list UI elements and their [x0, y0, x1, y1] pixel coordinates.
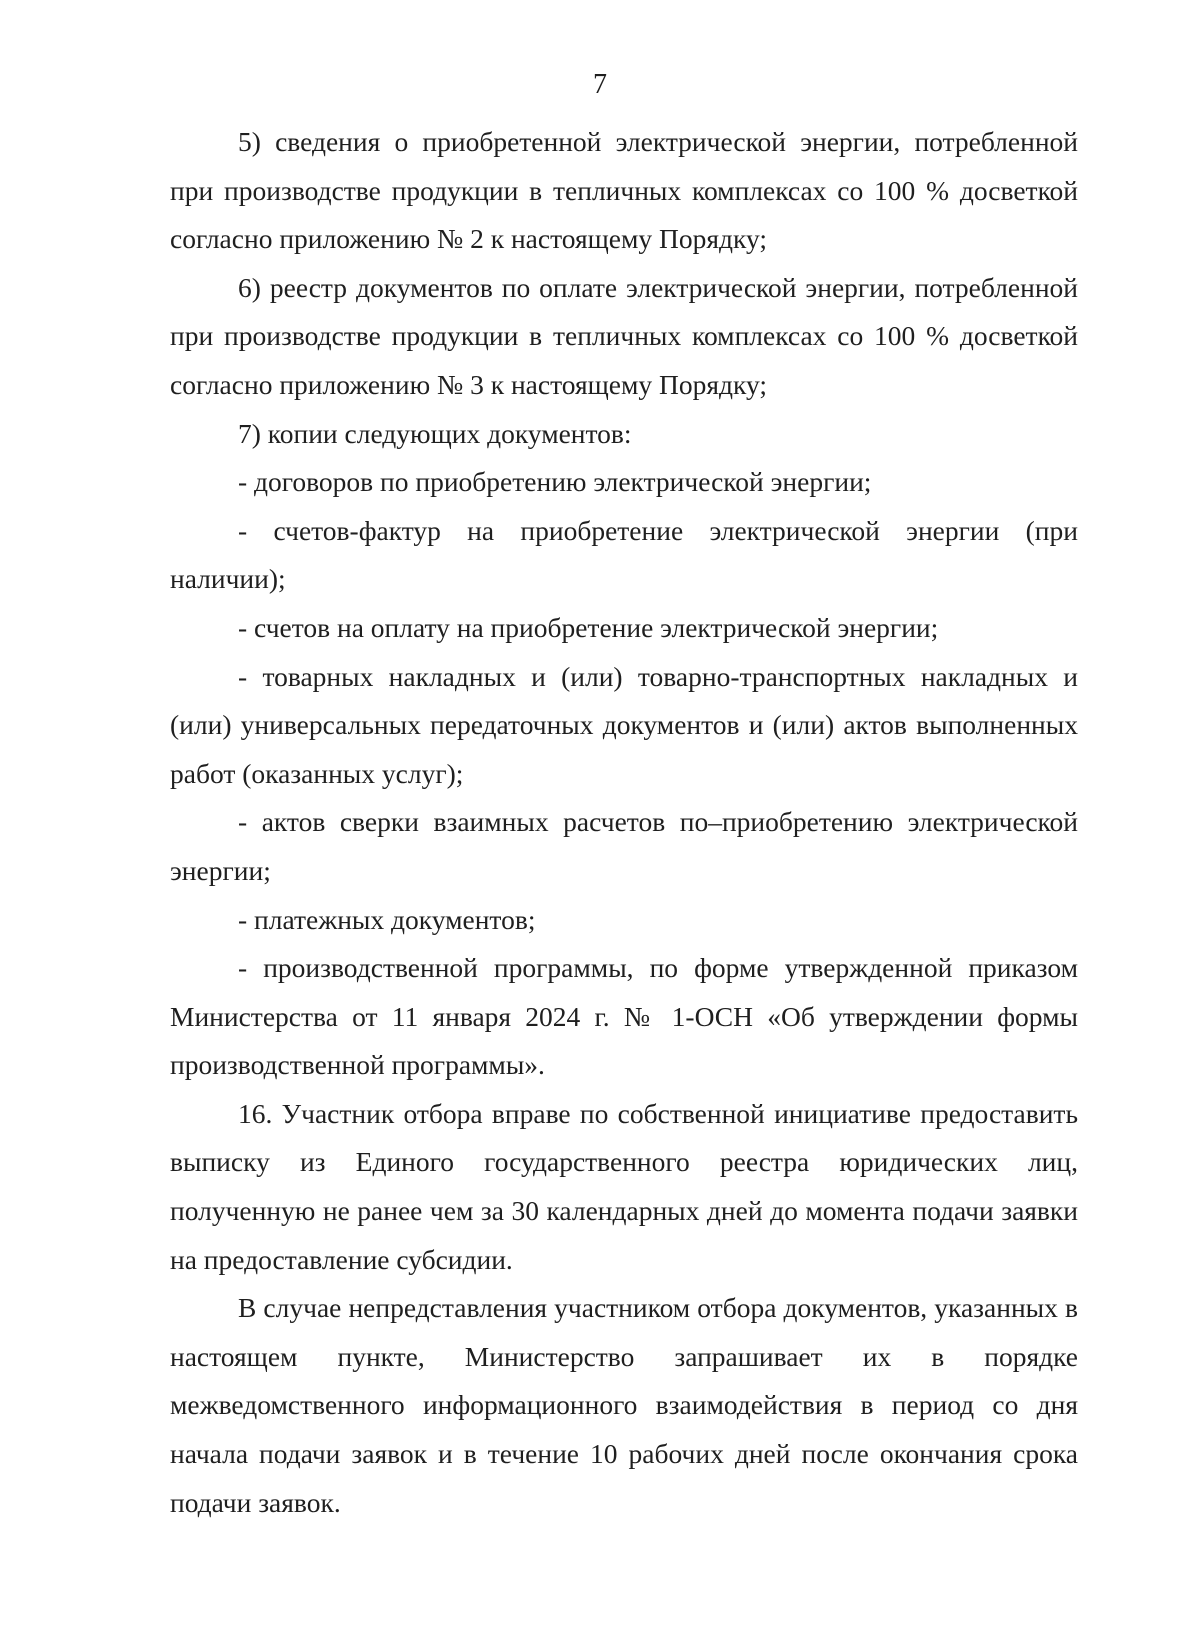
list-item-waybills: - товарных накладных и (или) товарно-транспортных накладных и (или) универсальных передаточных документов и (или) актов выполненных работ (оказанных услуг); — [170, 660, 1078, 789]
paragraph-section-16: 16. Участник отбора вправе по собственной инициативе предоставить выписку из Единого государственного реестра юридических лиц, полученную не ранее чем за 30 календарных дней до момента подачи заявки на предоставление субсидии. — [170, 1097, 1078, 1275]
page-number: 7 — [593, 69, 607, 100]
paragraph-item-6: 6) реестр документов по оплате электрической энергии, потребленной при производстве продукции в тепличных комплексах со 100 % досветкой согласно приложению № 3 к настоящему Порядку; — [170, 271, 1078, 400]
document-body — [170, 118, 1078, 1527]
paragraph-non-submission: В случае непредставления участником отбора документов, указанных в настоящем пункте, Министерство запрашивает их в порядке межведомственного информационного взаимодействия в период со дня начала подачи заявок и в течение 10 рабочих дней после окончания срока подачи заявок. — [170, 1292, 1078, 1518]
list-item-payment-bills: - счетов на оплату на приобретение электрической энергии; — [238, 611, 939, 643]
list-item-production-program: - производственной программы, по форме утвержденной приказом Министерства от 11 января 2024 г. № 1-ОСН «Об утверждении формы производственной программы». — [170, 952, 1078, 1081]
list-item-invoices: - счетов-фактур на приобретение электрической энергии (при наличии); — [170, 514, 1078, 595]
paragraph-item-7: 7) копии следующих документов: — [238, 417, 632, 449]
list-item-reconciliation-acts: - актов сверки взаимных расчетов по–приобретению электрической энергии; — [170, 806, 1078, 886]
list-item-payment-documents: - платежных документов; — [238, 903, 536, 935]
paragraph-item-5: 5) сведения о приобретенной электрической энергии, потребленной при производстве продукции в тепличных комплексах со 100 % досветкой согласно приложению № 2 к настоящему Порядку; — [170, 126, 1078, 255]
list-item-contracts: - договоров по приобретению электрической энергии; — [238, 466, 872, 498]
